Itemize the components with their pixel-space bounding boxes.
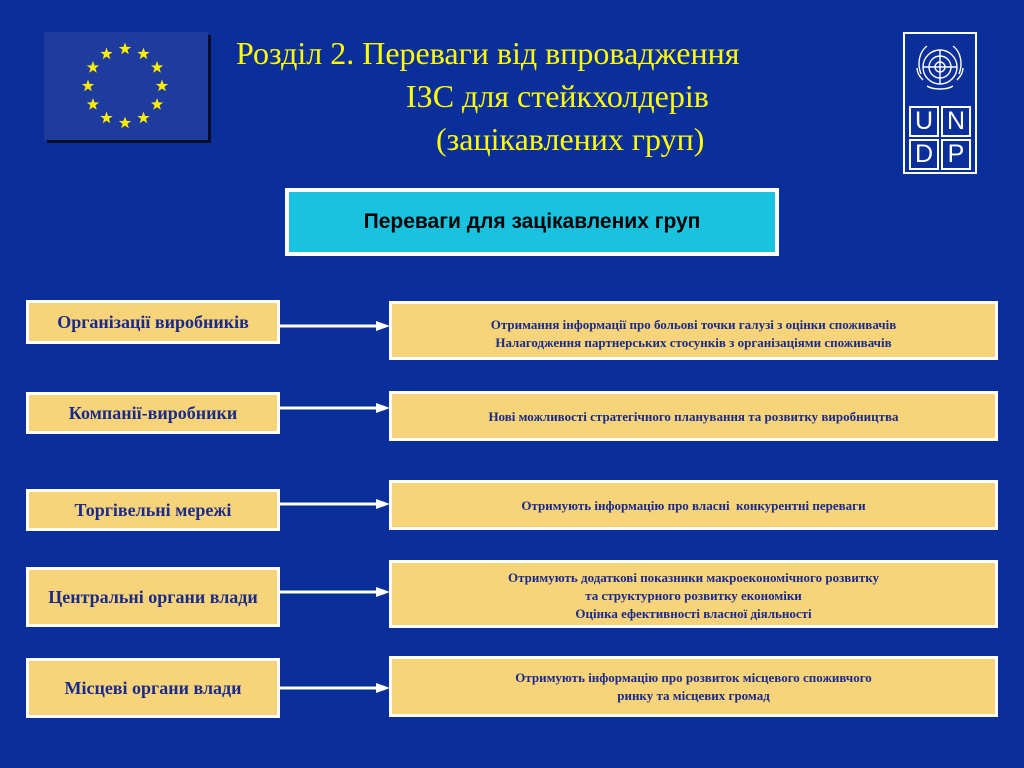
un-emblem-icon — [905, 34, 975, 104]
arrow-icon — [280, 496, 390, 512]
group-box-retail-chains: Торгівельні мережі — [26, 489, 280, 531]
benefit-line: та структурного розвитку економіки — [585, 588, 802, 603]
star-icon — [151, 98, 163, 110]
title-line-2: ІЗС для стейкхолдерів — [406, 78, 709, 114]
star-icon — [137, 47, 149, 59]
benefit-line: Отримання інформації про больові точки галузі з оцінки споживачів — [490, 317, 897, 332]
group-box-producer-companies: Компанії-виробники — [26, 392, 280, 434]
arrow-icon — [280, 680, 390, 696]
benefit-box-producer-companies — [389, 391, 998, 441]
star-icon — [87, 61, 99, 73]
eu-flag-logo — [44, 32, 208, 140]
undp-letter-p: P — [941, 139, 971, 170]
star-icon — [156, 80, 168, 92]
undp-letter-n: N — [941, 106, 971, 137]
arrow-icon — [280, 584, 390, 600]
star-icon — [100, 47, 112, 59]
title-line-1: Розділ 2. Переваги від впровадження — [236, 35, 740, 71]
benefit-line: ринку та місцевих громад — [617, 688, 770, 703]
benefit-line: Налагодження партнерських стосунків з організаціями споживачів — [495, 335, 892, 350]
group-box-central-authorities: Центральні органи влади — [26, 567, 280, 627]
star-icon — [82, 80, 94, 92]
undp-letter-u: U — [909, 106, 939, 137]
title-line-3: (зацікавлених груп) — [436, 121, 705, 157]
arrow-icon — [280, 400, 390, 416]
star-icon — [137, 112, 149, 124]
undp-logo — [903, 32, 977, 174]
group-box-local-authorities: Місцеві органи влади — [26, 658, 280, 718]
star-icon — [100, 112, 112, 124]
group-box-producer-organizations: Організації виробників — [26, 300, 280, 344]
undp-letter-d: D — [909, 139, 939, 170]
benefit-line: Нові можливості стратегічного планування та розвитку виробництва — [488, 409, 899, 424]
benefits-header: Переваги для зацікавлених груп — [285, 188, 779, 256]
arrow-icon — [280, 318, 390, 334]
eu-stars-icon — [44, 32, 208, 140]
star-icon — [87, 98, 99, 110]
star-icon — [119, 43, 131, 55]
benefit-box-producer-organizations — [389, 301, 998, 360]
benefit-box-central-authorities — [389, 560, 998, 628]
benefit-box-retail-chains — [389, 480, 998, 530]
benefit-box-local-authorities — [389, 656, 998, 717]
benefit-line: Отримують додаткові показники макроекономічного розвитку — [507, 570, 880, 585]
benefit-line: Отримують інформацію про власні конкурентні переваги — [521, 498, 866, 513]
star-icon — [119, 117, 131, 129]
benefit-line: Отримують інформацію про розвиток місцевого споживчого — [515, 670, 872, 685]
benefit-line: Оцінка ефективності власної діяльності — [575, 606, 812, 621]
page-title — [222, 32, 882, 161]
star-icon — [151, 61, 163, 73]
